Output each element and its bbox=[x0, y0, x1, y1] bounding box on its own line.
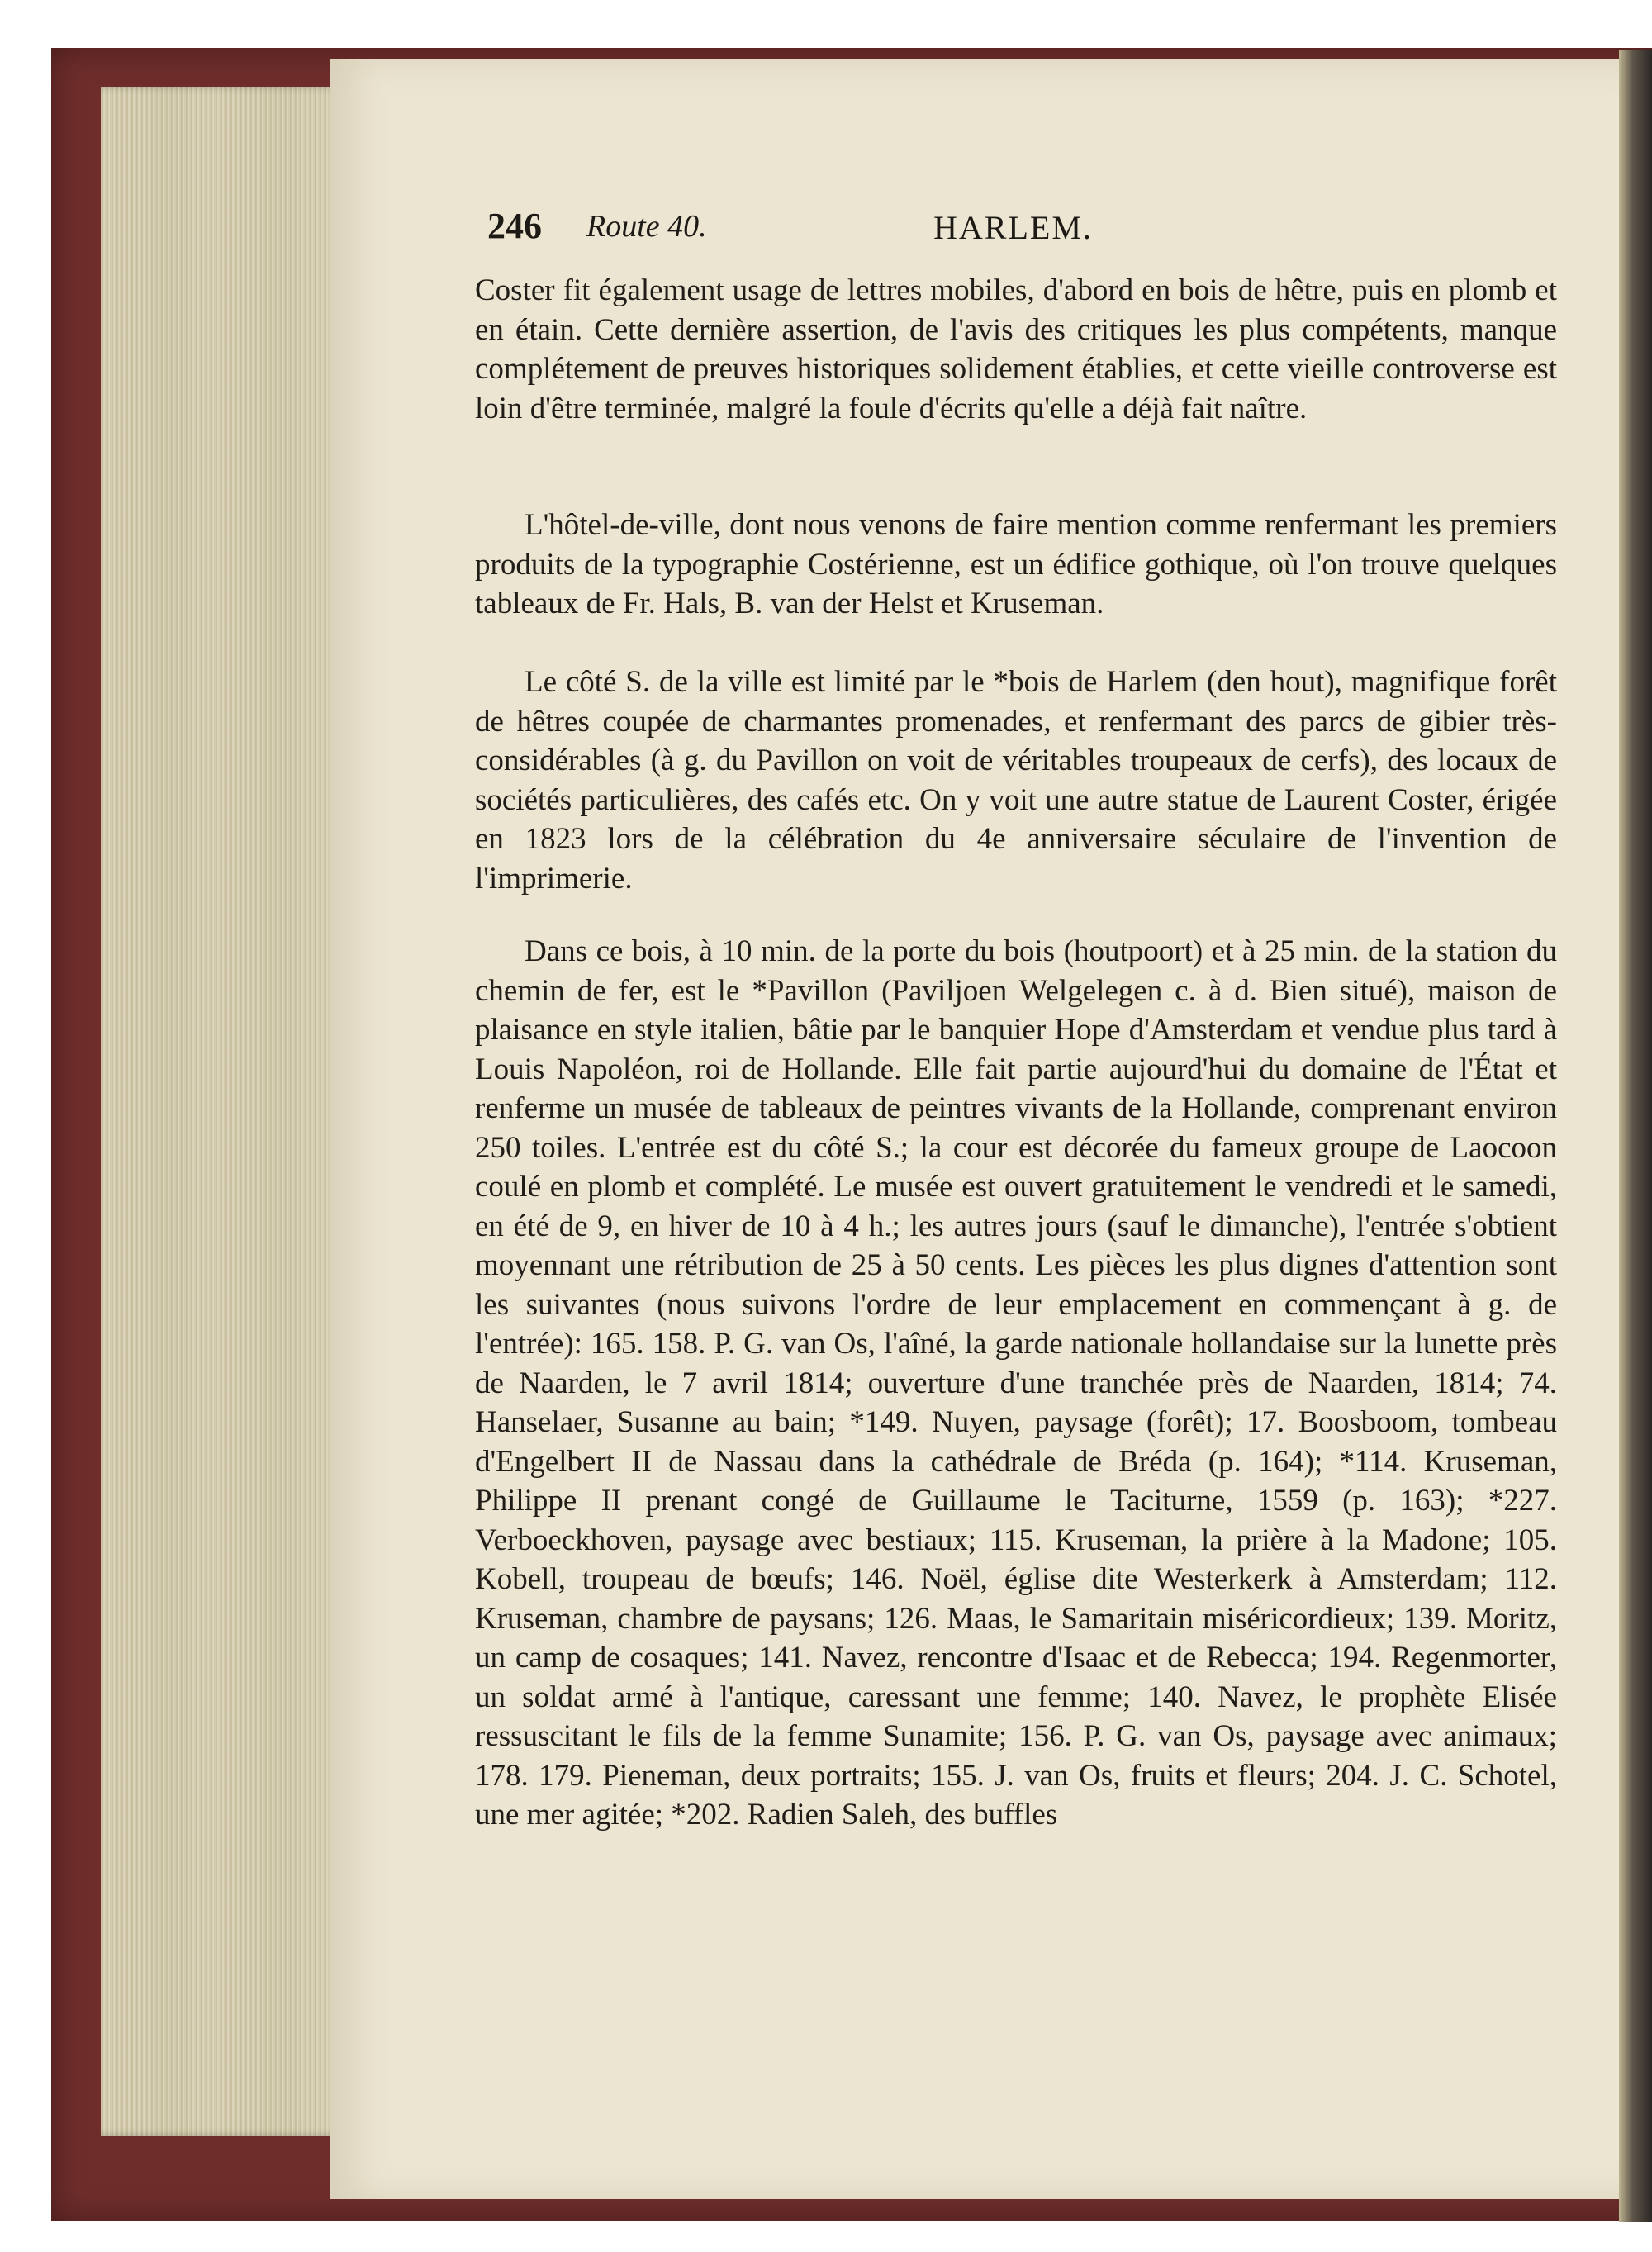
page-number: 246 bbox=[487, 206, 542, 246]
paragraph-4: Dans ce bois, à 10 min. de la porte du bois (houtpoort) et à 25 min. de la station du chemin de fer, est le *Pavillon (Paviljoen Welgelegen c. à d. Bien situé), maison de plaisance en style italien, bâtie par le banquier Hope d'Amsterdam et vendue plus tard à Louis Napoléon, roi de Hollande. Elle fait partie aujourd'hui du domaine de l'État et renferme un musée de tableaux de peintres vivants de la Hollande, comprenant environ 250 toiles. L'entrée est du côté S.; la cour est décorée du fameux groupe de Laocoon coulé en plomb et complété. Le musée est ouvert gratuitement le vendredi et le samedi, en été de 9, en hiver de 10 à 4 h.; les autres jours (sauf le dimanche), l'entrée s'obtient moyennant une rétribution de 25 à 50 cents. Les pièces les plus dignes d'attention sont les suivantes (nous suivons l'ordre de leur emplacement en commençant à g. de l'entrée): 165. 158. P. G. van Os, l'aîné, la garde nationale hollandaise sur la lunette près de Naarden, le 7 avril 1814; ouverture d'une tranchée près de Naarden, 1814; 74. Hanselaer, Susanne au bain; *149. Nuyen, paysage (forêt); 17. Boosboom, tombeau d'Engelbert II de Nassau dans la cathédrale de Bréda (p. 164); *114. Kruseman, Philippe II prenant congé de Guillaume le Taciturne, 1559 (p. 163); *227. Verboeckhoven, paysage avec bestiaux; 115. Kruseman, la prière à la Madone; 105. Kobell, troupeau de bœufs; 146. Noël, église dite Westerkerk à Amsterdam; 112. Kruseman, chambre de paysans; 126. Maas, le Samaritain miséricordieux; 139. Moritz, un camp de cosaques; 141. Navez, rencontre d'Isaac et de Rebecca; 194. Regenmorter, un soldat armé à l'antique, caressant une femme; 140. Navez, le prophète Elisée ressuscitant le fils de la femme Sunamite; 156. P. G. van Os, paysage avec animaux; 178. 179. Pieneman, deux portraits; 155. J. van Os, fruits et fleurs; 204. J. C. Schotel, une mer agitée; *202. Radien Saleh, des buffles bbox=[475, 934, 1557, 1832]
route-label: Route 40. bbox=[586, 209, 707, 244]
paragraph-2: L'hôtel-de-ville, dont nous venons de faire mention comme renfermant les premiers produits de la typographie Costérienne, est un édifice gothique, où l'on trouve quelques tableaux de Fr. Hals, B. van der Helst et Kruseman. bbox=[475, 508, 1557, 620]
page-title: HARLEM. bbox=[933, 209, 1093, 246]
page-edges bbox=[101, 87, 349, 2136]
page-gutter bbox=[1619, 50, 1652, 2222]
paragraph-3: Le côté S. de la ville est limité par le *bois de Harlem (den hout), magnifique forêt de hêtres coupée de charmantes promenades, et renfermant des parcs de gibier très-considérables (à g. du Pavillon on voit de véritables troupeaux de cerfs), des locaux de sociétés particulières, des cafés etc. On y voit une autre statue de Laurent Coster, érigée en 1823 lors de la célébration du 4e anniversaire séculaire de l'invention de l'imprimerie. bbox=[475, 665, 1557, 896]
running-header bbox=[487, 205, 1115, 254]
paragraph-1: Coster fit également usage de lettres mobiles, d'abord en bois de hêtre, puis en plomb et en étain. Cette dernière assertion, de l'avis des critiques les plus compétents, manque complétement de preuves historiques solidement établies, et cette vieille controverse est loin d'être terminée, malgré la foule d'écrits qu'elle a déjà fait naître. bbox=[475, 273, 1557, 425]
